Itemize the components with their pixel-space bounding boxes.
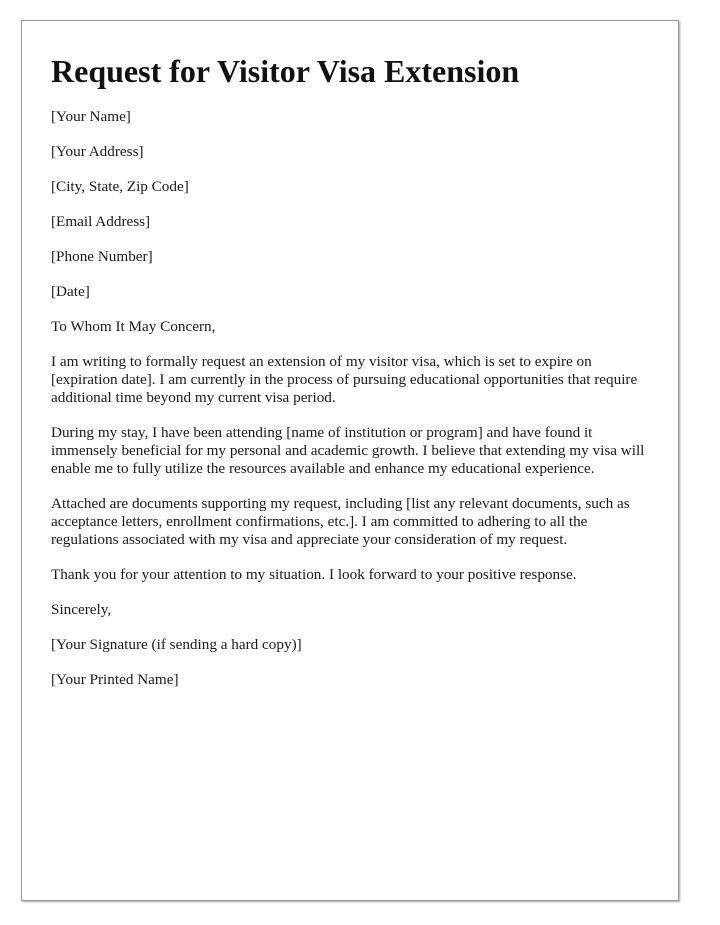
letter-date: [Date] <box>51 283 90 300</box>
salutation: To Whom It May Concern, <box>51 318 216 335</box>
sender-phone: [Phone Number] <box>51 248 153 265</box>
sender-name: [Your Name] <box>51 108 131 125</box>
paragraph-request: I am writing to formally request an extension of my visitor visa, which is set to expire on [expiration date]. I am currently in the process of pursuing educational opportunities that require additional time beyond my current visa period. <box>51 353 638 406</box>
document-page <box>21 20 679 901</box>
printed-name: [Your Printed Name] <box>51 671 179 688</box>
sender-address: [Your Address] <box>51 143 144 160</box>
closing: Sincerely, <box>51 601 112 618</box>
sender-city-state-zip: [City, State, Zip Code] <box>51 178 189 195</box>
paragraph-thanks: Thank you for your attention to my situation. I look forward to your positive response. <box>51 566 577 583</box>
signature-line: [Your Signature (if sending a hard copy)] <box>51 636 302 653</box>
paragraph-stay: During my stay, I have been attending [name of institution or program] and have found it immensely beneficial for my personal and academic growth. I believe that extending my visa will enable me to fully utilize the resources available and enhance my educational experience. <box>51 424 645 477</box>
letter-title: Request for Visitor Visa Extension <box>51 53 520 89</box>
letter-body <box>51 51 650 706</box>
paragraph-documents: Attached are documents supporting my request, including [list any relevant documents, such as acceptance letters, enrollment confirmations, etc.]. I am committed to adhering to all the regulations associated with my visa and appreciate your consideration of my request. <box>51 495 630 548</box>
sender-email: [Email Address] <box>51 213 151 230</box>
